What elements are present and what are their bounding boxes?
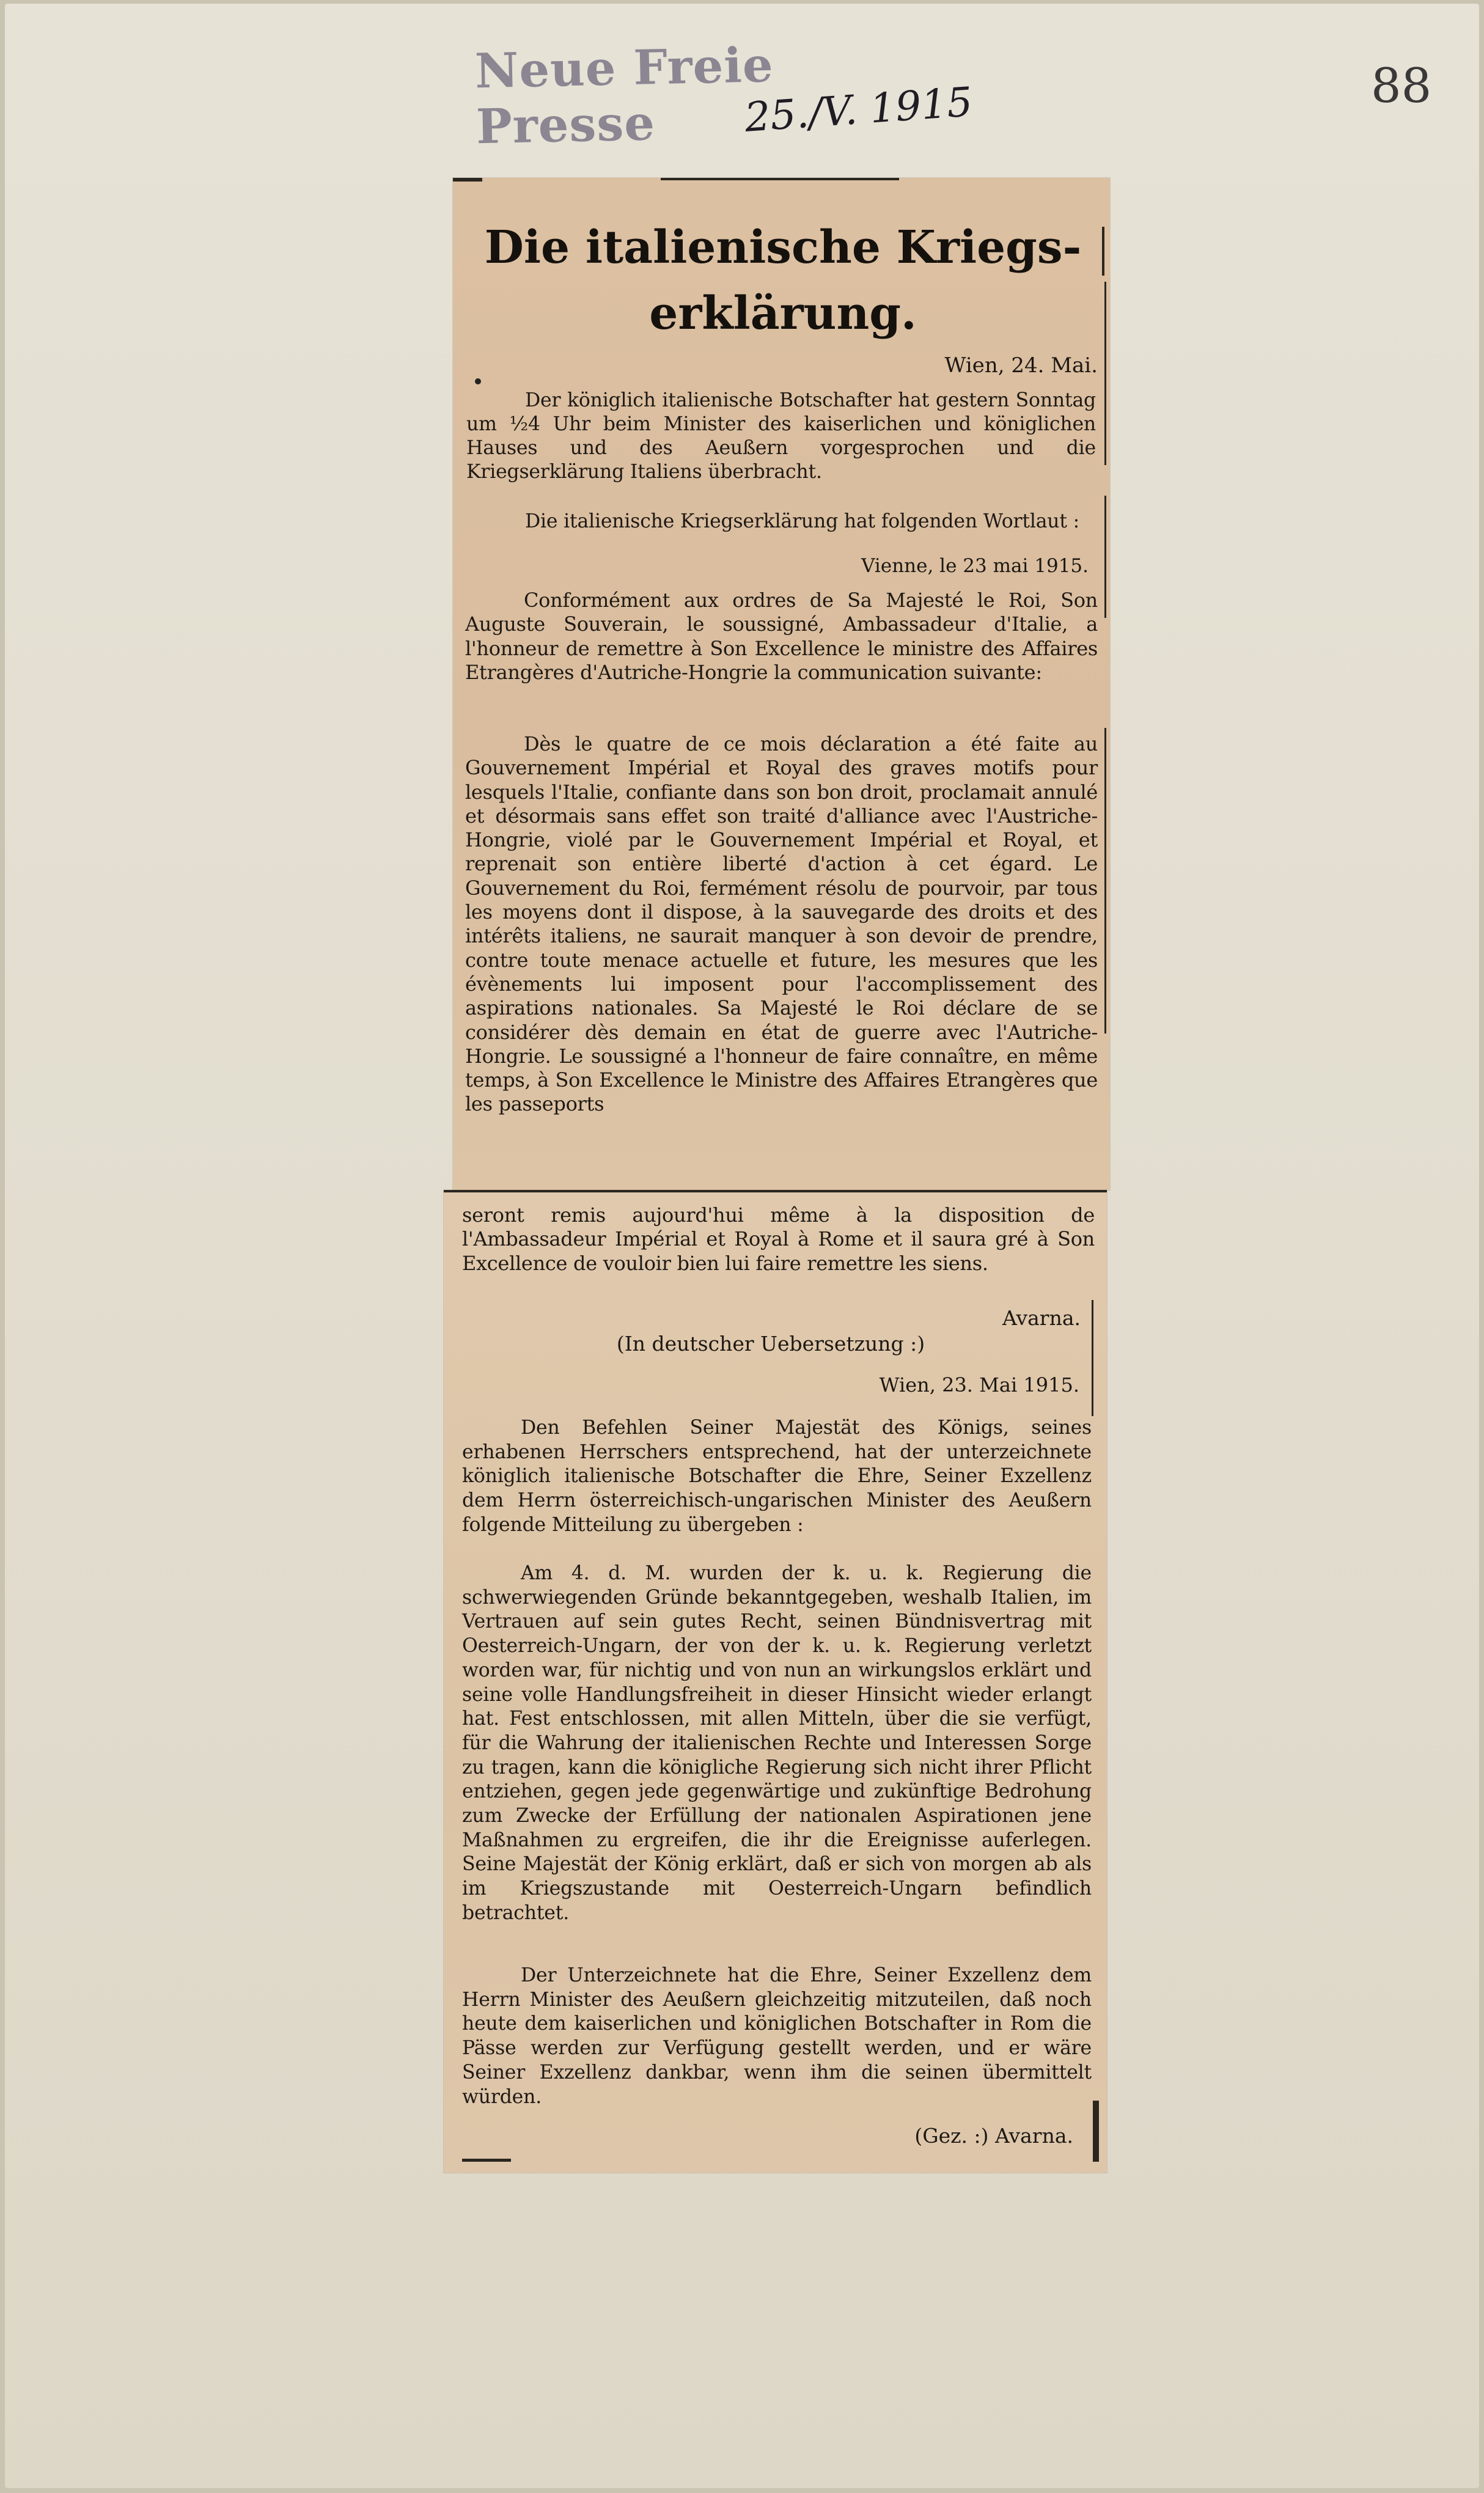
intro-paragraph: Die italienische Kriegserklärung hat folgenden Wortlaut : — [525, 510, 1080, 532]
newspaper-stamp: Neue Freie Presse — [474, 37, 774, 155]
clipping-upper — [453, 178, 1110, 1190]
french-paragraph: Dès le quatre de ce mois déclaration a été faite au Gouvernement Impérial et Royal des graves motifs pour lesquels l'Italie, confiante dans son bon droit, proclamait annulé et désormais sans effet son traité d'alliance avec l'Austriche-Hongrie, violé par le Gouvernement Impérial et Royal, et reprenait son entière liberté d'action à cet égard. Le Gouvernement du Roi, fermément résolu de pourvoir, par tous les moyens dont il dispose, à la sauvegarde des droits et des intérêts italiens, ne saurait manquer à son devoir de prendre, contre toute menace actuelle et future, les mesures que les évènements lui imposent pour l'accomplissement des aspirations nationales. Sa Majesté le Roi déclare de se considérer dès demain en état de guerre avec l'Autriche-Hongrie. Le soussigné a l'honneur de faire connaître, en même temps, à Son Excellence le Ministre des Affaires Etrangères que les passeports — [465, 732, 1098, 1116]
bullet-mark — [475, 378, 481, 384]
german-paragraph: Am 4. d. M. wurden der k. u. k. Regierung die schwerwiegenden Gründe bekanntgegeben, weshalb Italien, im Vertrauen auf sein gutes Recht, seinen Bündnisvertrag mit Oesterreich-Ungarn, der von der k. u. k. Regierung verletzt worden war, für nichtig und von nun an wirkungslos erklärt und seine volle Handlungsfreiheit in dieser Hinsicht wieder erlangt hat. Fest entschlossen, mit allen Mitteln, über die sie verfügt, für die Wahrung der italienischen Rechte und Interessen Sorge zu tragen, kann die königliche Regierung sich nicht ihrer Pflicht entziehen, gegen jede gegenwärtige und zukünftige Bedrohung zum Zwecke der Erfüllung der nationalen Aspirationen jene Maßnahmen zu ergreifen, die ihr die Ereignisse auferlegen. Seine Majestät der König erklärt, daß er sich von morgen ab als im Kriegszustande mit Oesterreich-Ungarn befindlich betrachtet. — [462, 1562, 1092, 1924]
french-signature: Avarna. — [1002, 1306, 1081, 1330]
clip-edge-mark — [1104, 728, 1106, 1034]
french-paragraph: seront remis aujourd'hui même à la disposition de l'Ambassadeur Impérial et Royal à Rome et il saura gré à Son Excellence de vouloir bien lui faire remettre les siens. — [462, 1203, 1095, 1275]
german-signature: (Gez. :) Avarna. — [914, 2124, 1073, 2148]
clip-edge-mark — [1102, 227, 1104, 276]
clipping-lower — [444, 1190, 1107, 2173]
german-dateline: Wien, 23. Mai 1915. — [879, 1373, 1079, 1397]
clip-edge-mark — [1104, 282, 1106, 465]
german-paragraph: Den Befehlen Seiner Majestät des Königs, seines erhabenen Herrschers entsprechend, hat der unterzeichnete königlich italienische Botschafter die Ehre, Seiner Exzellenz dem Herrn österreichisch-ungarischen Minister des Aeußern folgende Mitteilung zu übergeben : — [462, 1417, 1092, 1536]
clip-edge-mark — [462, 2159, 511, 2162]
french-dateline: Vienne, le 23 mai 1915. — [861, 555, 1089, 577]
handwritten-date: 25./V. 1915 — [743, 78, 974, 141]
page-number: 88 — [1371, 59, 1432, 114]
clip-edge-mark — [1104, 496, 1106, 618]
clip-edge-mark — [1093, 2101, 1099, 2162]
clip-edge-mark — [444, 1190, 1107, 1192]
archive-sheet — [5, 4, 1479, 2488]
article-headline: Die italienische Kriegs-erklärung. — [484, 221, 1082, 340]
intro-paragraph: Der königlich italienische Botschafter hat gestern Sonntag um ½4 Uhr beim Minister des kaiserlichen und königlichen Hauses und des Aeußern vorgesprochen und die Kriegserklärung Italiens überbracht. — [466, 389, 1096, 483]
clip-edge-mark — [453, 178, 482, 182]
clip-edge-mark — [1092, 1300, 1093, 1416]
dateline-vienna: Wien, 24. Mai. — [944, 353, 1098, 378]
french-paragraph: Conformément aux ordres de Sa Majesté le Roi, Son Auguste Souverain, le soussigné, Ambassadeur d'Italie, a l'honneur de remettre à Son Excellence le ministre des Affaires Etrangères d'Autriche-Hongrie la communication suivante: — [465, 589, 1098, 684]
clip-edge-mark — [661, 178, 899, 180]
translation-heading: (In deutscher Uebersetzung :) — [616, 1332, 925, 1356]
german-paragraph: Der Unterzeichnete hat die Ehre, Seiner Exzellenz dem Herrn Minister des Aeußern gleichzeitig mitzuteilen, daß noch heute dem kaiserlichen und königlichen Botschafter in Rom die Pässe werden zur Verfügung gestellt werden, und er wäre Seiner Exzellenz dankbar, wenn ihm die seinen übermittelt würden. — [462, 1964, 1092, 2108]
